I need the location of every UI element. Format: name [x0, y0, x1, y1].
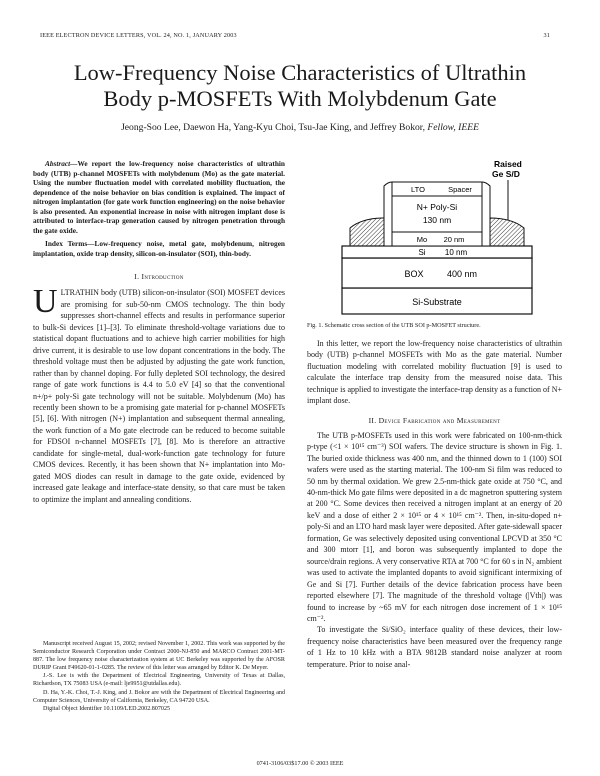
intro-text: LTRATHIN body (UTB) silicon-on-insulator (SOI) MOSFET devices are promising for sub-50-nm CMOS technology. The thin body suppresses short-channel effects and results in performance superior to bulk-Si devices [1]–[3]. To eliminate threshold-voltage variations due to statistical dopant fluctuations and to achieve high carrier mobilities for high drive current, it is desirable to use low dopant concentrations in the body. The threshold voltage must then be adjusted by adjusting the gate work function, rather than by channel doping. For fully depleted SOI technology, the desired range of gate work functions is 4.4 to 5.0 eV [4] so that the conventional n+/p+ poly-Si gate technology will not be suitable. Molybdenum (Mo) has recently been shown to be a promising gate material for p-channel MOSFETs [5], [6]. With nitrogen (N+) implantation and subsequent thermal annealing, the work function of a Mo gate electrode can be reduced to become suitable for FDSOI n-channel MOSFETs [7], [8]. Mo is therefore an attractive candidate for single-metal, dual-work-function gate technology for future CMOS devices. Recently, it has been shown that N+ implantation into Mo-gated MOS diodes can result in damage to the gate oxide, evidenced by increased gate leakage and interface-state density, so that care must be taken to optimize the implant and annealing conditions.: [33, 288, 285, 504]
section1-roman: I.: [134, 272, 140, 282]
spacer-right: [482, 182, 490, 246]
author-names: Jeong-Soo Lee, Daewon Ha, Yang-Kyu Choi, Tsu-Jae King, and Jeffrey Bokor,: [121, 122, 426, 133]
section1-title: Introduction: [141, 272, 184, 282]
section-heading-fabrication: [307, 416, 562, 425]
figure-caption: Fig. 1. Schematic cross section of the UTB SOI p-MOSFET structure.: [307, 322, 481, 329]
substrate-label: Si-Substrate: [412, 297, 462, 307]
spacer-label: Spacer: [448, 185, 472, 194]
author-list: [20, 122, 580, 133]
footnote-coauthors: D. Ha, Y.-K. Choi, T.-J. King, and J. Bokor are with the Department of Electrical Engineering and Computer Sciences, University of California, Berkeley, CA 94720 USA.: [33, 689, 285, 704]
journal-header: IEEE ELECTRON DEVICE LETTERS, VOL. 24, NO. 1, JANUARY 2003: [40, 32, 237, 39]
lto-label: LTO: [411, 185, 425, 194]
abstract-text: We report the low-frequency noise characteristics of ultrathin body (UTB) p-channel MOSFETs with molybdenum (Mo) as the gate material. Using the number fluctuation model with correlated mobility fluctuation, the dependence of the noise behavior on bias condition is explained. The impact of nitrogen implantation (for gate work function engineering) on the noise behavior is also presented. An exponential increase in noise with nitrogen implant dose is attributed to interface-trap generation caused by nitrogen penetration through the gate oxide.: [33, 159, 285, 235]
drop-cap: U: [33, 283, 58, 321]
footnote-lee: J.-S. Lee is with the Department of Electrical Engineering, University of Texas at Dallas, Richardson, TX 75083 USA (e-mail: lje9951@utdallas.edu).: [33, 673, 285, 688]
intro-paragraph: [33, 283, 285, 505]
right-column: [307, 338, 562, 670]
fig1-schematic: [322, 158, 556, 318]
ge-sd-label: Ge S/D: [492, 169, 520, 179]
index-terms-text: Low-frequency noise, metal gate, molybdenum, nitrogen implantation, oxide trap density, silicon-on-insulator (SOI), thin-body.: [33, 239, 285, 258]
footnotes: [33, 640, 285, 713]
index-terms: [33, 239, 285, 258]
footnote-manuscript: Manuscript received August 15, 2002; revised November 1, 2002. This work was supported by the Semiconductor Research Corporation under Contract 2000-NJ-850 and MARCO Contract 2001-MT-887. The low frequency noise characterization system at UC Berkeley was supported by the AFOSR DURIP Grant F49620-01-1-0285. The review of this letter was arranged by Editor K. De Meyer.: [33, 641, 285, 672]
paper-title: [20, 60, 580, 112]
author-fellow: Fellow, IEEE: [427, 122, 479, 133]
box-thickness: 400 nm: [446, 269, 478, 279]
footnote-doi: Digital Object Identifier 10.1109/LED.2002.807025: [43, 705, 171, 712]
page-number: 31: [543, 32, 550, 39]
left-column: [33, 153, 285, 505]
section-heading-introduction: [33, 272, 285, 281]
si-label: Si: [418, 248, 426, 257]
right-paragraph-3: To investigate the Si/SiO₂ interface quality of these devices, their low-frequency noise characteristics have been measured over the frequency range of 1 Hz to 10 kHz with a BTA 9812B standard noise analyzer at room temperature. Prior to noise anal-: [307, 625, 562, 669]
title-line-1: Low-Frequency Noise Characteristics of Ultrathin: [73, 60, 527, 85]
poly-thickness: 130 nm: [422, 215, 452, 225]
mo-layer: [392, 232, 482, 246]
section2-title: Device Fabrication and Measurement: [378, 415, 501, 425]
mo-thickness: 20 nm: [443, 235, 465, 244]
raised-label: Raised: [494, 159, 522, 169]
spacer-left: [384, 182, 392, 246]
title-line-2: Body p-MOSFETs With Molybdenum Gate: [103, 86, 497, 111]
copyright-footer: 0741-3106/03$17.00 © 2003 IEEE: [256, 760, 344, 767]
raised-sd-right: [490, 218, 524, 246]
si-body-layer: [342, 246, 532, 258]
abstract: [33, 159, 285, 235]
mo-label: Mo: [416, 235, 428, 244]
raised-sd-left: [350, 218, 384, 246]
box-label: BOX: [404, 269, 424, 279]
right-paragraph-1: In this letter, we report the low-frequency noise characteristics of ultrathin body (UTB) p-channel MOSFETs with Mo as the gate material. Number fluctuation modeling with correlated mobility fluctuation [9] is used to calculate the interface trap density from the measured noise data. This technique is applied to investigate the interface-trap density as a function of N+ implant dose.: [307, 339, 562, 406]
index-terms-label: Index Terms—: [45, 239, 95, 249]
poly-label: N+ Poly-Si: [416, 202, 458, 212]
right-paragraph-2: The UTB p-MOSFETs used in this work were fabricated on 100-nm-thick p-type (<1 × 10¹⁵ cm⁻³) SOI wafers. The device structure is shown in Fig. 1. The buried oxide thickness was 400 nm, and the thinned down to 1 (100) SOI wafers were used as the starting material. The 100-nm Si film was reduced to 50 nm by thermal oxidation. We grew 2.5-nm-thick gate oxide at 750 °C, and 40-nm-thick Mo gate films were deposited in a dc magnetron sputtering system at 200 °C. Some devices then received a nitrogen implant at an energy of 20 keV and a dose of either 2 × 10¹⁵ or 4 × 10¹⁵ cm⁻². Then, in-situ-doped n+ poly-Si and an LTO hard mask layer were deposited. After gate-sidewall spacer formation, Ge was selectively deposited using conventional LPCVD at 350 °C and 300 mtorr [1], and boron was subsequently implanted to dope the source/drain regions. A very conservative RTA at 700 °C for 60 s in N₂ ambient was used to activate the implanted dopants to avoid significant intermixing of Ge and Si [7]. Further details of the device fabrication process have been reported elsewhere [7]. The magnitude of the threshold voltage (|Vth|) was found to increase by ~65 mV for each nitrogen dose increment of 1 × 10¹⁵ cm⁻².: [307, 430, 562, 623]
box-layer: [342, 258, 532, 288]
section2-roman: II.: [368, 415, 377, 425]
abstract-label: Abstract—: [45, 159, 78, 168]
si-thickness: 10 nm: [444, 248, 468, 257]
